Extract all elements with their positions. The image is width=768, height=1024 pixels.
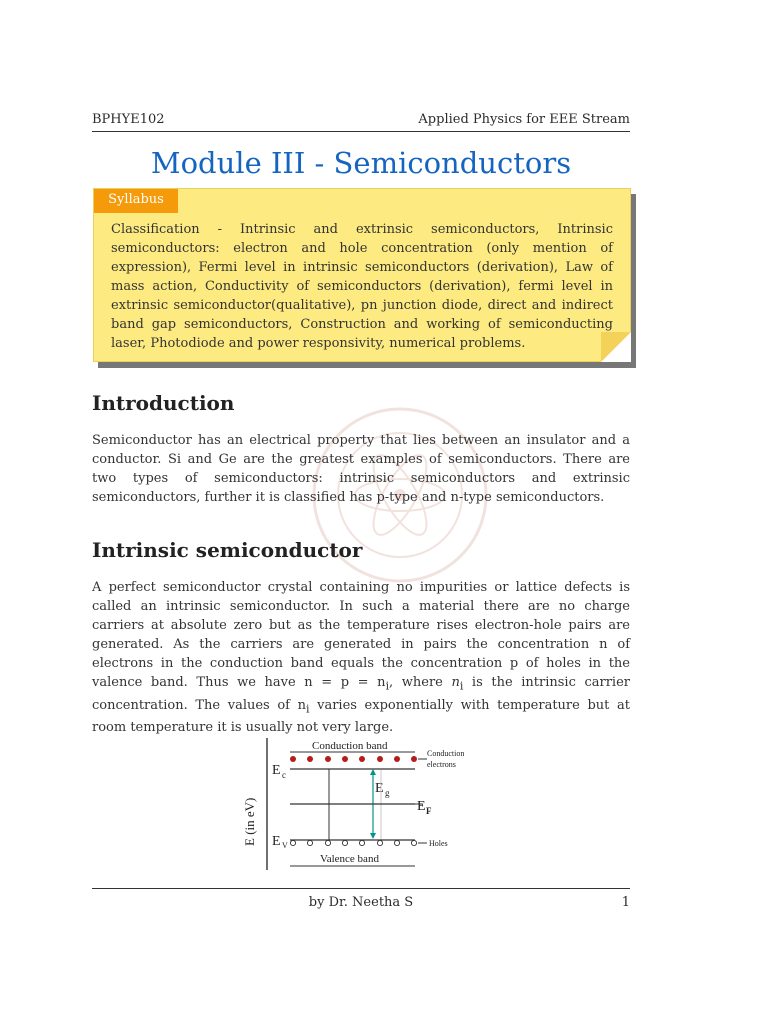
conduction-electrons-label-1: Conduction bbox=[427, 749, 465, 758]
conduction-band-label: Conduction band bbox=[312, 740, 388, 752]
energy-band-diagram bbox=[240, 730, 490, 875]
ef-label: E bbox=[417, 799, 426, 814]
footer-author: by Dr. Neetha S bbox=[308, 895, 414, 910]
page-header bbox=[92, 111, 630, 132]
ev-subscript: V bbox=[282, 841, 288, 850]
ec-label: E bbox=[272, 763, 281, 778]
holes bbox=[290, 840, 416, 845]
intrinsic-heading: Intrinsic semiconductor bbox=[92, 538, 363, 562]
module-title: Module III - Semiconductors bbox=[150, 146, 572, 180]
ev-label: E bbox=[272, 834, 281, 849]
page-curl-corner bbox=[601, 332, 631, 362]
introduction-heading: Introduction bbox=[92, 391, 235, 415]
eg-label: E bbox=[375, 781, 384, 796]
eg-subscript: g bbox=[385, 788, 390, 798]
conduction-electrons bbox=[290, 756, 417, 762]
holes-label: Holes bbox=[429, 839, 448, 848]
footer-rule bbox=[92, 888, 630, 889]
intrinsic-paragraph: A perfect semiconductor crystal containing no impurities or lattice defects is called an intrinsic semiconductor. In such a material there are no charge carriers at absolute zero but as the temperature rises electron-hole pairs are generated. As the carriers are generated in pairs the concentration n of electrons in the conduction band equals the concentration p of holes in the valence band. Thus we have $n = p = n_i$, where $n_i$ is the intrinsic carrier concentration. The values of $n_i$ varies exponentially with temperature but at room temperature it is usually not very large. bbox=[92, 580, 630, 736]
course-code: BPHYE102 bbox=[92, 112, 165, 127]
syllabus-box bbox=[93, 188, 631, 362]
valence-band-label: Valence band bbox=[320, 853, 379, 865]
conduction-electrons-label-2: electrons bbox=[427, 760, 456, 769]
introduction-paragraph: Semiconductor has an electrical property that lies between an insulator and a conductor. Si and Ge are the greatest examples of semiconductors. There are two types of semiconductors: intrinsic semiconductors and extrinsic semiconductors, further it is classified has p-type and n-type semiconductors. bbox=[92, 433, 630, 505]
syllabus-text: Classification - Intrinsic and extrinsic semiconductors, Intrinsic semiconductors: electron and hole concentration (only mention of expression), Fermi level in intrinsic semiconductors (derivation), Law of mass action, Conductivity of semiconductors (derivation), fermi level in extrinsic semiconductor(qualitative), pn junction diode, direct and indirect band gap semiconductors, Construction and working of semiconducting laser, Photodiode and power responsivity, numerical problems. bbox=[111, 222, 613, 351]
page-number: 1 bbox=[621, 895, 630, 910]
ef-subscript: F bbox=[426, 806, 432, 816]
course-title: Applied Physics for EEE Stream bbox=[418, 112, 630, 127]
energy-axis-label: E (in eV) bbox=[242, 797, 257, 846]
ec-subscript: c bbox=[282, 770, 286, 780]
syllabus-tag: Syllabus bbox=[94, 189, 178, 213]
